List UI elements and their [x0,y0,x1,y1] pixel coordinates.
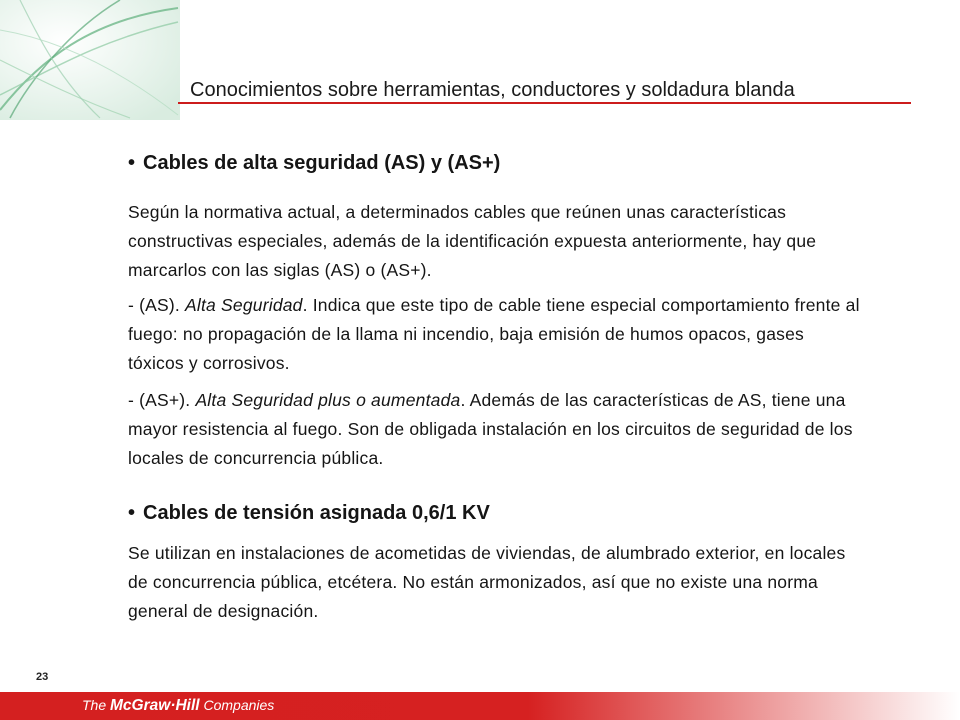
footer-bar [0,692,960,720]
paragraph-text: . Además de las características de AS, tiene una mayor resistencia al fuego. Son de obligada instalación en los circuitos de seguridad de los locales de concurrencia pública. [128,390,853,468]
title-underline [178,102,911,104]
paragraph-emphasis: Alta Seguridad plus o aumentada [195,390,461,410]
section-heading-kv-cables [128,502,490,525]
paragraph-as-plus [128,386,863,473]
paragraph-text: Se utilizan en instalaciones de acometidas de viviendas, de alumbrado exterior, en locales de concurrencia pública, etcétera. No están armonizados, así que no existe una norma general de designación. [128,543,846,621]
bullet-icon: • [128,502,136,524]
logo-the: The [82,697,111,713]
paragraph-intro [128,198,863,285]
logo-name: McGraw·Hill [110,697,200,714]
section-heading-as-cables [128,152,500,175]
logo-companies: Companies [199,697,275,713]
section-heading-text: Cables de alta seguridad (AS) y (AS+) [143,152,501,174]
bullet-icon: • [128,152,136,174]
paragraph-kv [128,539,863,626]
paragraph-emphasis: Alta Seguridad [185,295,303,315]
paragraph-prefix: - (AS). [128,295,186,315]
page-number: 23 [36,671,49,683]
decorative-swirl-graphic [0,0,180,120]
page-title: Conocimientos sobre herramientas, conductores y soldadura blanda [190,79,795,101]
paragraph-text: Según la normativa actual, a determinados cables que reúnen unas características constructivas especiales, además de la identificación expuesta anteriormente, hay que marcarlos con las siglas (AS) o (AS+). [128,202,817,280]
paragraph-as [128,291,863,378]
section-heading-text: Cables de tensión asignada 0,6/1 KV [143,502,490,524]
paragraph-prefix: - (AS+). [128,390,196,410]
paragraph-text: . Indica que este tipo de cable tiene especial comportamiento frente al fuego: no propagación de la llama ni incendio, baja emisión de humos opacos, gases tóxicos y corrosivos. [128,295,860,373]
publisher-logo [82,697,274,715]
